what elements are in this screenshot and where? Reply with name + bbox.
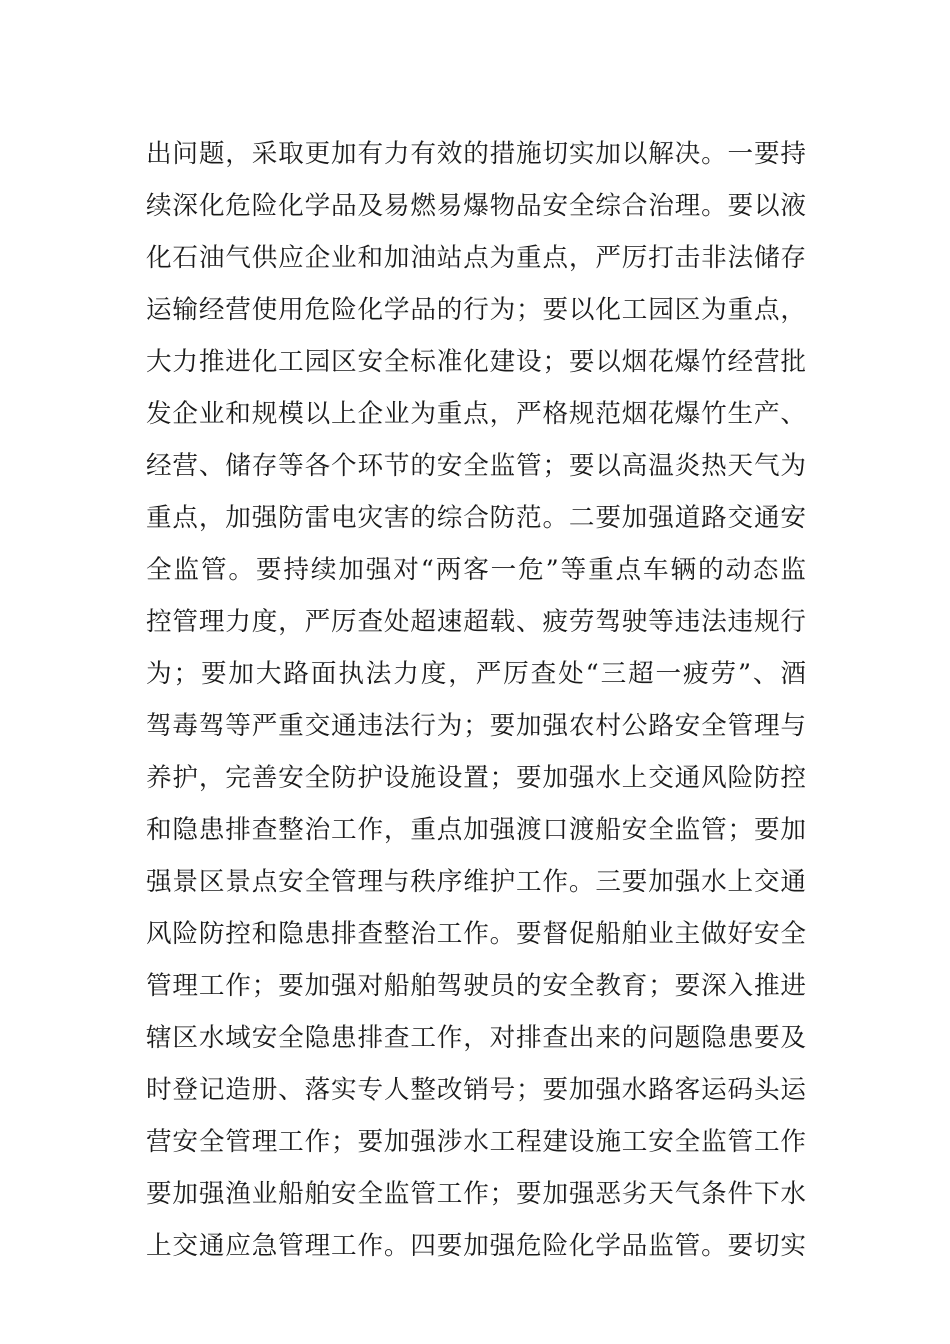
text-line: 运输经营使用危险化学品的行为；要以化工园区为重点，: [146, 295, 806, 325]
text-line: 时登记造册、落实专人整改销号；要加强水路客运码头运: [146, 1075, 806, 1105]
text-line: 续深化危险化学品及易燃易爆物品安全综合治理。要以液: [146, 191, 806, 221]
text-line: 重点，加强防雷电灾害的综合防范。二要加强道路交通安: [146, 503, 806, 533]
text-line: 全监管。要持续加强对“两客一危”等重点车辆的动态监: [146, 555, 806, 585]
text-line: 上交通应急管理工作。四要加强危险化学品监管。要切实: [146, 1231, 806, 1261]
body-paragraph: [146, 128, 806, 1272]
text-line: 化石油气供应企业和加油站点为重点，严厉打击非法储存: [146, 243, 806, 273]
text-line: 为；要加大路面执法力度，严厉查处“三超一疲劳”、酒: [146, 659, 806, 689]
text-line: 控管理力度，严厉查处超速超载、疲劳驾驶等违法违规行: [146, 607, 806, 637]
text-line: 风险防控和隐患排查整治工作。要督促船舶业主做好安全: [146, 919, 806, 949]
text-line: 经营、储存等各个环节的安全监管；要以高温炎热天气为: [146, 451, 806, 481]
text-line: 辖区水域安全隐患排查工作，对排查出来的问题隐患要及: [146, 1023, 806, 1053]
text-line: 营安全管理工作；要加强涉水工程建设施工安全监管工作: [146, 1127, 806, 1157]
text-line: 驾毒驾等严重交通违法行为；要加强农村公路安全管理与: [146, 711, 806, 741]
text-line: 养护，完善安全防护设施设置；要加强水上交通风险防控: [146, 763, 806, 793]
text-line: 大力推进化工园区安全标准化建设；要以烟花爆竹经营批: [146, 347, 806, 377]
text-line: 出问题，采取更加有力有效的措施切实加以解决。一要持: [146, 139, 806, 169]
text-line: 和隐患排查整治工作，重点加强渡口渡船安全监管；要加: [146, 815, 806, 845]
text-line: 强景区景点安全管理与秩序维护工作。三要加强水上交通: [146, 867, 806, 897]
text-line: 要加强渔业船舶安全监管工作；要加强恶劣天气条件下水: [146, 1179, 806, 1209]
text-line: 发企业和规模以上企业为重点，严格规范烟花爆竹生产、: [146, 399, 806, 429]
text-line: 管理工作；要加强对船舶驾驶员的安全教育；要深入推进: [146, 971, 806, 1001]
